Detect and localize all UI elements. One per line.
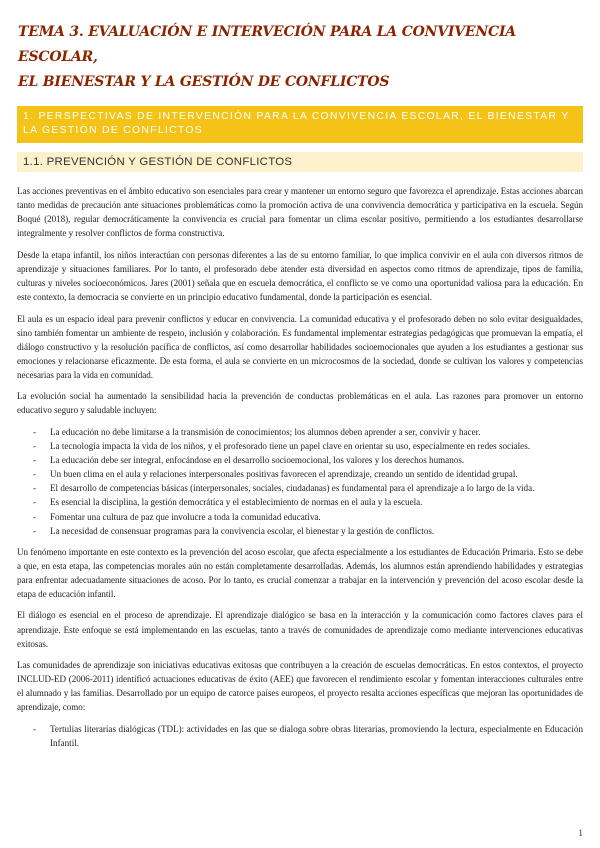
paragraph: Un fenómeno importante en este contexto es la prevención del acoso escolar, que afecta especialmente a los estudiantes de Educación Primaria. Esto se debe a que, en esta etapa, las competencias morales aún no están completamente desarrolladas. Además, los alumnos están aprendiendo habilidades y estrategias para enfrentar adecuadamente situaciones de acoso. Por lo tanto, es crucial comenzar a trabajar en la intervención y prevención del acoso escolar desde la etapa de educación infantil. — [17, 546, 583, 599]
paragraph: Desde la etapa infantil, los niños interactúan con personas diferentes a las de su entorno familiar, lo que implica convivir en el aula con diversos ritmos de aprendizaje y situaciones familiares. Por lo tanto, el profesorado debe atender esta diversidad en aspectos como ritmos de aprendizaje, tipos de familia, culturas y niveles socioeconómicos. Jares (2001) señala que en escuela democrática, el conflicto se ve como una oportunidad valiosa para la educación. En este contexto, la democracia se convierte en un principio educativo fundamental, donde la participación es esencial. — [17, 249, 583, 303]
list-item-text: Un buen clima en el aula y relaciones interpersonales positivas favorecen el aprendizaje, creando un sentido de identidad grupal. — [50, 469, 518, 480]
list-item-text: La educación no debe limitarse a la transmisión de conocimientos; los alumnos deben aprender a ser, convivir y hacer. — [50, 426, 481, 437]
list-dash: - — [33, 469, 37, 480]
list-dash: - — [33, 483, 37, 494]
list-item-text: La educación debe ser integral, enfocándose en el desarrollo socioemocional, los valores y los derechos humanos. — [50, 455, 465, 466]
list-item — [17, 722, 583, 750]
list-item — [17, 481, 583, 495]
list-dash: - — [33, 723, 37, 734]
list-item-text: La necesidad de consensuar programas para la convivencia escolar, el bienestar y la gestión de conflictos. — [50, 525, 435, 536]
list-item-text: Tertulias literarias dialógicas (TDL): actividades en las que se dialoga sobre obras literarias, promoviendo la lectura, especialmente en Educación Infantil. — [50, 723, 583, 749]
document-title-line-2: EL BIENESTAR Y LA GESTIÓN DE CONFLICTOS — [18, 74, 390, 90]
list-item — [17, 524, 583, 538]
list-item — [17, 425, 583, 439]
list-dash: - — [33, 441, 37, 452]
list-item — [17, 510, 583, 524]
paragraph: El aula es un espacio ideal para prevenir conflictos y educar en convivencia. La comunidad educativa y el profesorado deben no solo evitar desigualdades, sino también fomentar un ambiente de respeto, inclusión y colaboración. Es fundamental implementar estrategias pedagógicas que promuevan la empatía, el diálogo constructivo y la resolución pacífica de conflictos, así como desarrollar habilidades socioemocionales que ayuden a los estudiantes a gestionar sus emociones y relacionarse eficazmente. De esta forma, el aula se convierte en un microcosmos de la sociedad, donde se cultivan los valores y competencias necesarias para la vida en comunidad. — [17, 313, 583, 380]
actions-list — [17, 722, 583, 750]
list-dash: - — [33, 455, 37, 466]
page-number: 1 — [578, 829, 583, 839]
list-item — [17, 467, 583, 481]
list-dash: - — [33, 525, 37, 536]
document-title — [18, 20, 583, 95]
paragraph: El diálogo es esencial en el proceso de aprendizaje. El aprendizaje dialógico se basa en la interacción y la comunicación como factores claves para el aprendizaje. Este enfoque se está implementando en las escuelas, tanto a través de comunidades de aprendizaje como mediante intervenciones educativas exitosas. — [17, 610, 583, 649]
list-item-text: El desarrollo de competencias básicas (interpersonales, sociales, ciudadanas) es fundamental para el aprendizaje a lo largo de la vida. — [50, 483, 535, 494]
list-item-text: La tecnología impacta la vida de los niños, y el profesorado tiene un papel clave en orientar su uso, especialmente en redes sociales. — [50, 441, 531, 452]
list-dash: - — [33, 497, 37, 508]
list-item-text: Fomentar una cultura de paz que involucre a toda la comunidad educativa. — [50, 511, 321, 522]
paragraph: La evolución social ha aumentado la sensibilidad hacia la prevención de conductas problemáticas en el aula. Las razones para promover un entorno educativo seguro y saludable incluyen: — [17, 391, 583, 416]
list-item — [17, 439, 583, 453]
list-item — [17, 453, 583, 467]
paragraph: Las comunidades de aprendizaje son iniciativas educativas exitosas que contribuyen a la creación de escuelas democráticas. En estos contextos, el proyecto INCLUD-ED (2006-2011) identificó actuaciones educativas de éxito (AEE) que favorecen el rendimiento escolar y fomentan interacciones culturales entre el alumnado y las familias. Desarrollado por un equipo de catorce países europeos, el proyecto resalta acciones específicas que mejoran las oportunidades de aprendizaje, como: — [17, 660, 583, 713]
subsection-heading: 1.1. PREVENCIÓN Y GESTIÓN DE CONFLICTOS — [17, 152, 583, 172]
paragraph: Las acciones preventivas en el ámbito educativo son esenciales para crear y mantener un entorno seguro que favorezca el aprendizaje. Estas acciones abarcan tanto medidas de precaución ante situaciones problemáticas como la promoción activa de una convivencia democrática y participativa en la escuela. Según Boqué (2018), regular democráticamente la convivencia es crucial para fomentar un clima escolar positivo, permitiendo a los estudiantes desarrollarse integralmente y resolver conflictos de forma constructiva. — [17, 186, 583, 239]
list-item-text: Es esencial la disciplina, la gestión democrática y el establecimiento de normas en el aula y la escuela. — [50, 497, 423, 508]
document-body — [17, 184, 583, 750]
document-title-line-1: TEMA 3. EVALUACIÓN E INTERVECIÓN PARA LA CONVIVENCIA ESCOLAR, — [18, 24, 516, 65]
list-dash: - — [33, 511, 37, 522]
section-heading: 1. PERSPECTIVAS DE INTERVENCIÓN PARA LA CONVIVENCIA ESCOLAR, EL BIENESTAR Y LA GESTIÓN DE CONFLICTOS — [17, 106, 583, 143]
list-dash: - — [33, 426, 37, 437]
reasons-list — [17, 425, 583, 538]
list-item — [17, 495, 583, 509]
